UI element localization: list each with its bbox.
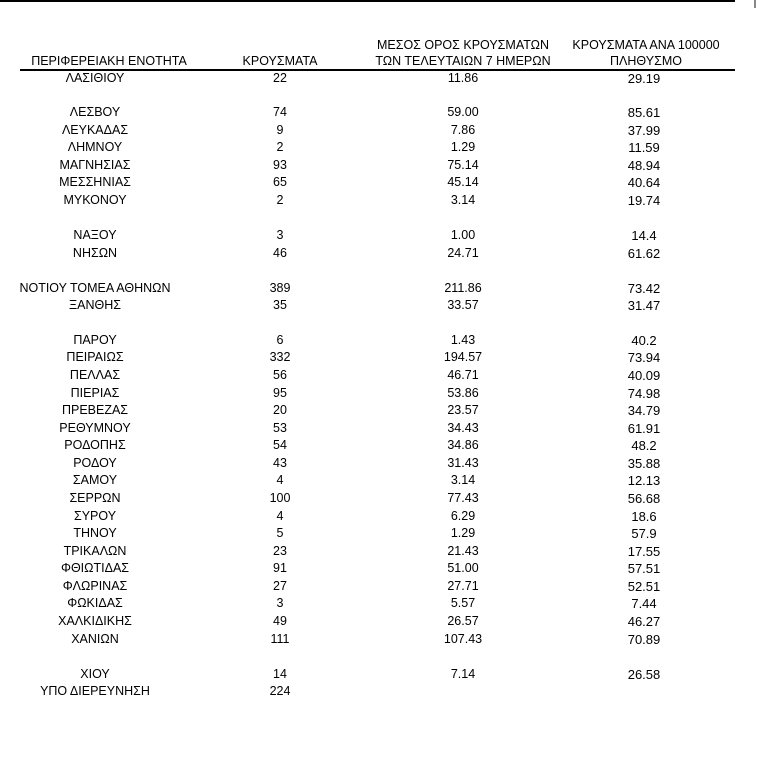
cell-cases: 27 (273, 579, 287, 593)
cell-avg7: 1.29 (450, 140, 476, 154)
cell-avg7: 45.14 (447, 175, 479, 189)
cell-cases: 9 (276, 123, 284, 137)
cell-per100k: 74.98 (627, 386, 661, 401)
cell-region: ΡΟΔΟΠΗΣ (64, 438, 126, 452)
cell-region: ΝΟΤΙΟΥ ΤΟΜΕΑ ΑΘΗΝΩΝ (19, 281, 171, 295)
cell-per100k: 26.58 (627, 667, 661, 682)
cell-avg7: 3.14 (450, 473, 476, 487)
cell-region: ΤΗΝΟΥ (73, 526, 117, 540)
cell-avg7: 59.00 (447, 105, 479, 119)
cell-cases: 93 (273, 158, 287, 172)
cell-region: ΠΡΕΒΕΖΑΣ (61, 403, 129, 417)
cell-region: ΡΕΘΥΜΝΟΥ (59, 421, 131, 435)
cell-per100k: 52.51 (627, 579, 661, 594)
cell-region: ΛΕΥΚΑΔΑΣ (61, 123, 129, 137)
table-row (0, 174, 772, 191)
cell-avg7: 75.14 (447, 158, 479, 172)
cell-region: ΜΕΣΣΗΝΙΑΣ (59, 175, 131, 189)
cell-cases: 4 (276, 509, 284, 523)
cell-avg7: 1.29 (450, 526, 476, 540)
cell-avg7: 23.57 (447, 403, 479, 417)
cell-per100k: 40.64 (627, 175, 661, 190)
cell-cases: 91 (273, 561, 287, 575)
header-avg7-line1: ΜΕΣΟΣ ΟΡΟΣ ΚΡΟΥΣΜΑΤΩΝ (376, 38, 550, 52)
table-row (0, 402, 772, 419)
cell-avg7: 26.57 (447, 614, 479, 628)
table-row (0, 472, 772, 489)
cell-avg7: 34.43 (447, 421, 479, 435)
cell-per100k: 61.62 (627, 246, 661, 261)
header-avg7 (372, 37, 554, 69)
table-row (0, 367, 772, 384)
cell-region: ΣΑΜΟΥ (72, 473, 118, 487)
cell-avg7: 27.71 (447, 579, 479, 593)
cell-region: ΝΗΣΩΝ (72, 246, 118, 260)
cell-cases: 100 (269, 491, 291, 505)
table-row (0, 227, 772, 244)
table-row (0, 104, 772, 121)
cell-cases: 2 (276, 140, 284, 154)
cell-per100k: 19.74 (627, 193, 661, 208)
cell-region: ΣΥΡΟΥ (73, 509, 117, 523)
cell-avg7: 6.29 (450, 509, 476, 523)
cell-region: ΝΑΞΟΥ (73, 228, 117, 242)
cell-region: ΜΑΓΝΗΣΙΑΣ (59, 158, 131, 172)
cell-cases: 2 (276, 193, 284, 207)
table-row (0, 543, 772, 560)
cell-cases: 54 (273, 438, 287, 452)
cell-per100k: 11.59 (628, 140, 660, 155)
cell-region: ΡΟΔΟΥ (73, 456, 117, 470)
cell-per100k: 31.47 (627, 298, 661, 313)
cell-avg7: 51.00 (447, 561, 479, 575)
cell-avg7: 211.86 (444, 281, 482, 295)
table-row (0, 297, 772, 314)
cell-per100k: 29.19 (627, 71, 661, 86)
cell-avg7: 34.86 (447, 438, 479, 452)
table-row (0, 157, 772, 174)
table-row (0, 122, 772, 139)
table-row (0, 525, 772, 542)
cell-avg7: 21.43 (447, 544, 479, 558)
table-row (0, 420, 772, 437)
cell-per100k: 14.4 (631, 228, 657, 243)
cell-cases: 56 (273, 368, 287, 382)
table-row (0, 192, 772, 209)
cell-per100k: 37.99 (627, 123, 661, 138)
cell-cases: 22 (273, 71, 287, 85)
table-row (0, 595, 772, 612)
cell-per100k: 46.27 (627, 614, 661, 629)
header-per100k-line2: ΠΛΗΘΥΣΜΟ (610, 54, 682, 68)
table-row (0, 385, 772, 402)
header-avg7-line2: ΤΩΝ ΤΕΛΕΥΤΑΙΩΝ 7 ΗΜΕΡΩΝ (375, 54, 551, 68)
table-row (0, 490, 772, 507)
cell-cases: 3 (276, 596, 284, 610)
cell-per100k: 73.94 (627, 350, 661, 365)
cell-per100k: 18.6 (631, 509, 657, 524)
header-cases: ΚΡΟΥΣΜΑΤΑ (242, 54, 318, 68)
page-edge-mark (754, 0, 756, 8)
cell-avg7: 31.43 (447, 456, 479, 470)
cell-cases: 49 (273, 614, 287, 628)
cell-region: ΥΠΟ ΔΙΕΡΕΥΝΗΣΗ (40, 684, 150, 698)
cell-cases: 46 (273, 246, 287, 260)
table-row (0, 349, 772, 366)
cell-cases: 74 (273, 105, 287, 119)
cell-region: ΦΩΚΙΔΑΣ (67, 596, 123, 610)
table-row (0, 631, 772, 648)
cell-region: ΠΕΛΛΑΣ (69, 368, 121, 382)
cell-cases: 65 (273, 175, 287, 189)
cell-avg7: 33.57 (447, 298, 479, 312)
cell-per100k: 40.2 (631, 333, 657, 348)
cell-per100k: 12.13 (627, 473, 661, 488)
cell-cases: 5 (276, 526, 284, 540)
cell-region: ΦΛΩΡΙΝΑΣ (62, 579, 128, 593)
table-row (0, 666, 772, 683)
cell-cases: 3 (276, 228, 284, 242)
top-border-line (0, 0, 735, 2)
cell-cases: 43 (273, 456, 287, 470)
cell-region: ΜΥΚΟΝΟΥ (63, 193, 127, 207)
cell-avg7: 7.86 (450, 123, 476, 137)
cell-avg7: 7.14 (450, 667, 476, 681)
table-row (0, 280, 772, 297)
cell-per100k: 73.42 (627, 281, 661, 296)
cell-region: ΤΡΙΚΑΛΩΝ (63, 544, 127, 558)
cell-cases: 389 (269, 281, 291, 295)
cell-cases: 111 (270, 632, 290, 646)
cell-per100k: 7.44 (631, 596, 657, 611)
cell-avg7: 194.57 (443, 350, 483, 364)
cell-per100k: 48.94 (627, 158, 661, 173)
cell-region: ΧΑΝΙΩΝ (71, 632, 119, 646)
table-row (0, 245, 772, 262)
cell-cases: 95 (273, 386, 287, 400)
cell-per100k: 40.09 (627, 368, 661, 383)
cell-per100k: 70.89 (627, 632, 661, 647)
cell-per100k: 48.2 (631, 438, 657, 453)
cell-region: ΦΘΙΩΤΙΔΑΣ (60, 561, 130, 575)
cell-region: ΠΑΡΟΥ (73, 333, 117, 347)
cell-avg7: 46.71 (447, 368, 479, 382)
cell-per100k: 56.68 (627, 491, 661, 506)
cell-region: ΞΑΝΘΗΣ (69, 298, 121, 312)
table-row (0, 578, 772, 595)
header-region: ΠΕΡΙΦΕΡΕΙΑΚΗ ΕΝΟΤΗΤΑ (31, 54, 187, 68)
table-row (0, 560, 772, 577)
cell-cases: 53 (273, 421, 287, 435)
cell-avg7: 1.00 (450, 228, 476, 242)
cell-region: ΠΙΕΡΙΑΣ (70, 386, 120, 400)
header-per100k (559, 37, 733, 69)
cell-per100k: 34.79 (627, 403, 661, 418)
cell-avg7: 11.86 (447, 71, 479, 85)
cell-cases: 14 (273, 667, 287, 681)
cell-cases: 6 (276, 333, 284, 347)
cell-per100k: 85.61 (627, 105, 661, 120)
cell-cases: 224 (269, 684, 291, 698)
cell-region: ΧΑΛΚΙΔΙΚΗΣ (58, 614, 132, 628)
header-per100k-line1: ΚΡΟΥΣΜΑΤΑ ΑΝΑ 100000 (572, 38, 720, 52)
cell-cases: 35 (273, 298, 287, 312)
cell-region: ΛΕΣΒΟΥ (69, 105, 121, 119)
cell-per100k: 61.91 (627, 421, 661, 436)
table-row (0, 683, 772, 700)
table-row (0, 332, 772, 349)
cell-region: ΛΗΜΝΟΥ (67, 140, 123, 154)
cell-per100k: 17.55 (627, 544, 661, 559)
cell-region: ΠΕΙΡΑΙΩΣ (66, 350, 124, 364)
cell-avg7: 53.86 (447, 386, 479, 400)
cell-cases: 23 (273, 544, 287, 558)
table-row (0, 437, 772, 454)
cell-avg7: 5.57 (450, 596, 476, 610)
cell-region: ΣΕΡΡΩΝ (69, 491, 121, 505)
cell-avg7: 1.43 (450, 333, 476, 347)
cell-per100k: 57.9 (631, 526, 657, 541)
cell-avg7: 77.43 (447, 491, 479, 505)
table-row (0, 455, 772, 472)
table-row (0, 508, 772, 525)
cell-per100k: 35.88 (627, 456, 661, 471)
cell-cases: 4 (276, 473, 284, 487)
cell-avg7: 24.71 (447, 246, 479, 260)
cell-region: ΧΙΟΥ (80, 667, 110, 681)
table-row (0, 70, 772, 87)
cell-avg7: 107.43 (443, 632, 483, 646)
table-row (0, 139, 772, 156)
table-row (0, 613, 772, 630)
cell-cases: 332 (269, 350, 291, 364)
cell-cases: 20 (273, 403, 287, 417)
cell-region: ΛΑΣΙΘΙΟΥ (65, 71, 125, 85)
cell-avg7: 3.14 (450, 193, 476, 207)
cell-per100k: 57.51 (627, 561, 661, 576)
